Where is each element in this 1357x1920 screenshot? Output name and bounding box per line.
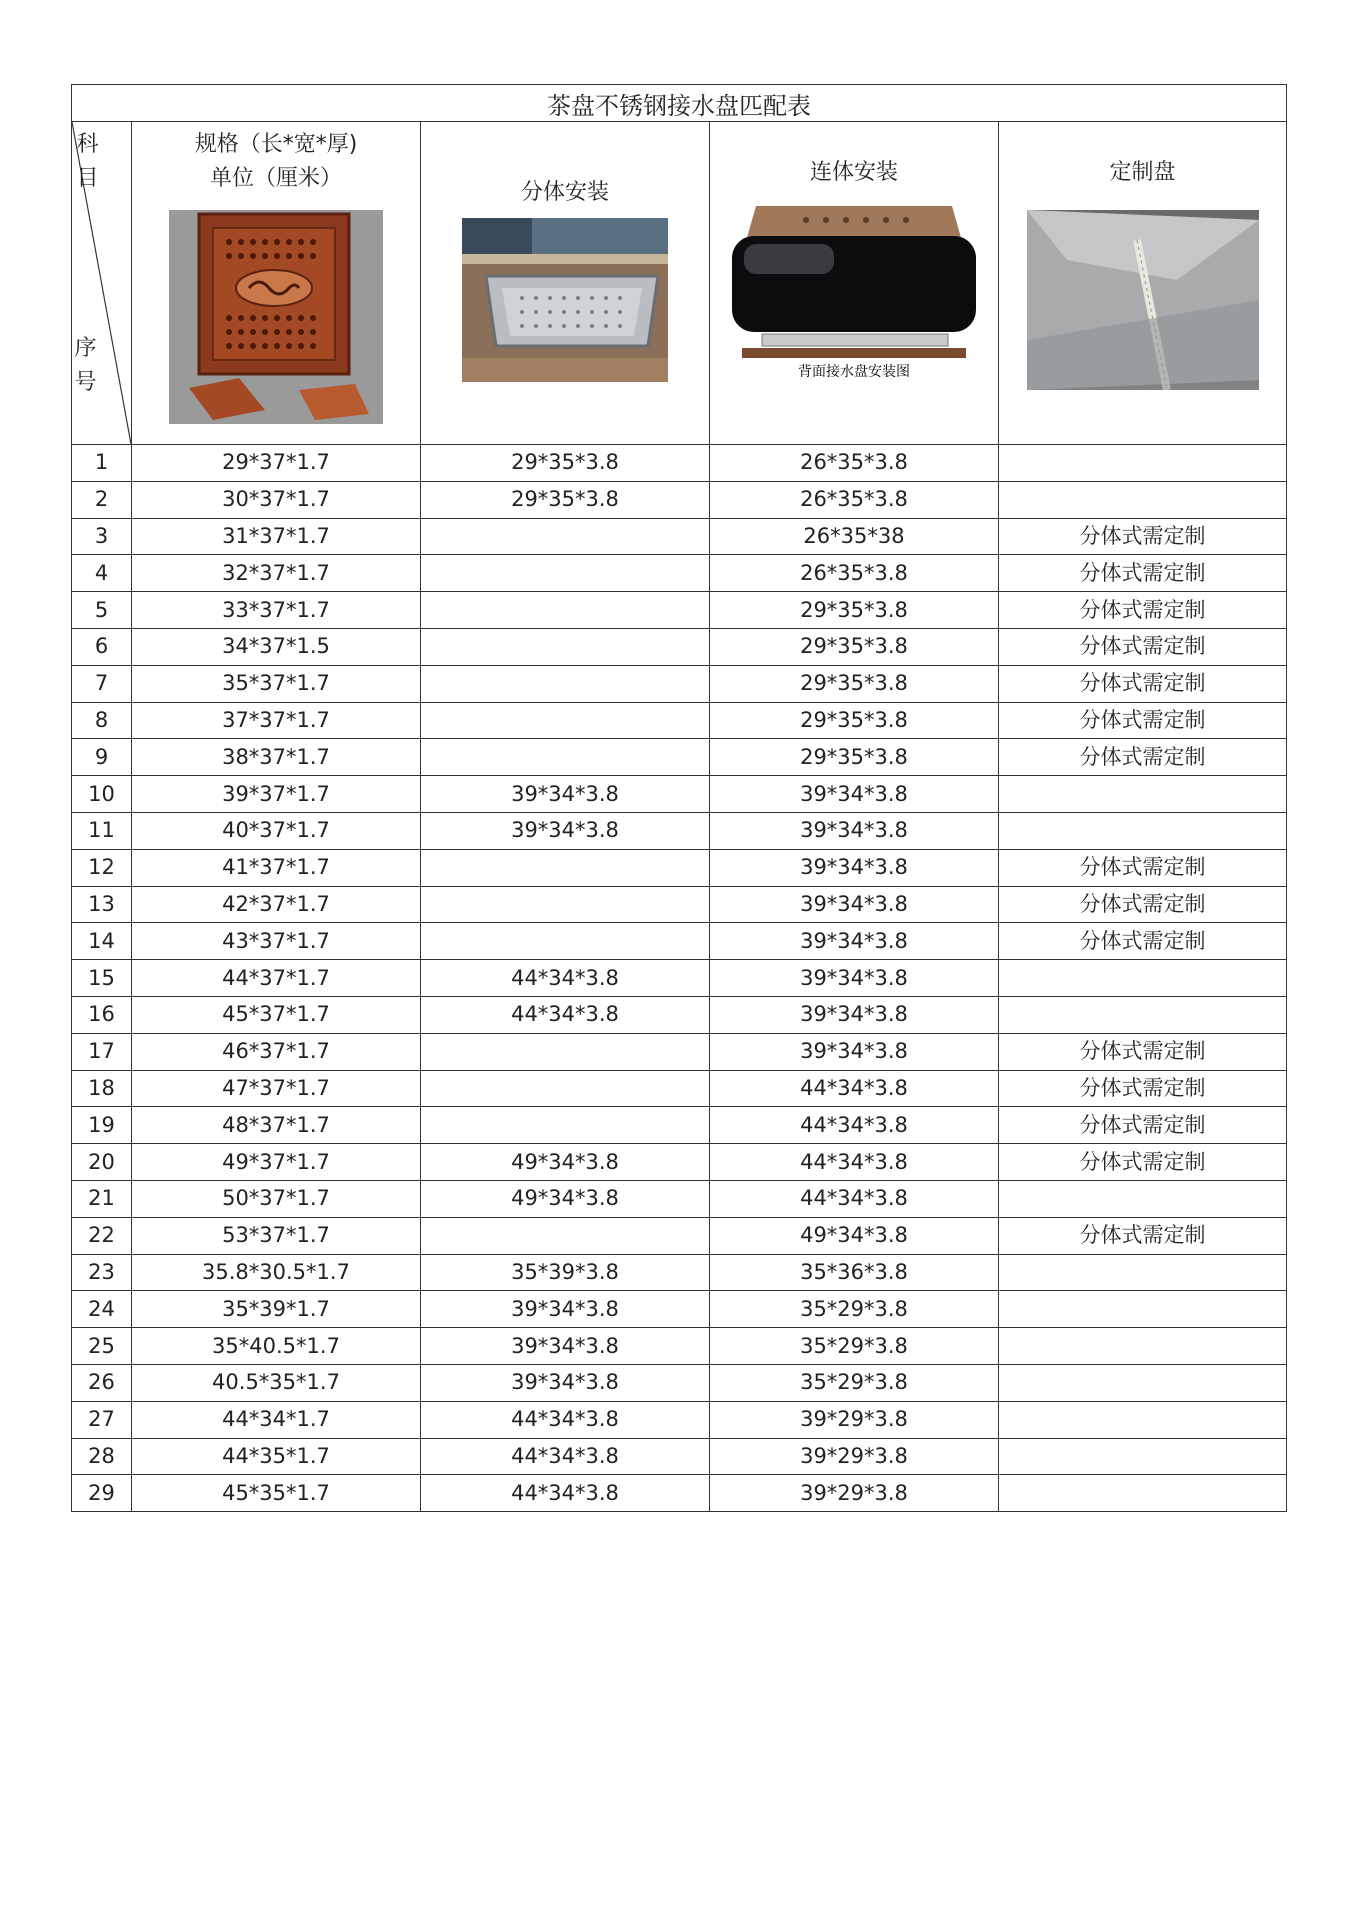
table-row	[72, 1217, 1287, 1254]
connected-install-cell: 39*29*3.8	[710, 1438, 999, 1475]
connected-install-cell: 26*35*3.8	[710, 481, 999, 518]
custom-tray-cell: 分体式需定制	[999, 886, 1287, 923]
custom-tray-cell: 分体式需定制	[999, 1107, 1287, 1144]
table-row	[72, 481, 1287, 518]
spec-cell: 40*37*1.7	[132, 812, 421, 849]
spec-cell: 35*37*1.7	[132, 665, 421, 702]
split-install-cell: 39*34*3.8	[421, 1328, 710, 1365]
row-number-cell: 16	[72, 996, 132, 1033]
split-install-cell: 44*34*3.8	[421, 1438, 710, 1475]
connected-label: 连体安装	[809, 160, 898, 185]
row-number-cell: 8	[72, 702, 132, 739]
table-row	[72, 996, 1287, 1033]
corner-bottom-label	[72, 332, 116, 400]
spec-cell: 35*40.5*1.7	[132, 1328, 421, 1365]
spec-cell: 34*37*1.5	[132, 628, 421, 665]
spec-cell: 32*37*1.7	[132, 555, 421, 592]
custom-tray-cell: 分体式需定制	[999, 739, 1287, 776]
split-install-photo	[462, 218, 668, 382]
table-row	[72, 1107, 1287, 1144]
split-install-cell	[421, 555, 710, 592]
table-row	[72, 1291, 1287, 1328]
corner-header-cell	[72, 122, 132, 445]
header-row	[72, 122, 1287, 445]
custom-tray-cell: 分体式需定制	[999, 555, 1287, 592]
row-number-cell: 22	[72, 1217, 132, 1254]
split-install-cell: 44*34*3.8	[421, 1401, 710, 1438]
split-install-cell: 44*34*3.8	[421, 1475, 710, 1512]
connected-install-cell: 39*34*3.8	[710, 886, 999, 923]
custom-tray-cell: 分体式需定制	[999, 628, 1287, 665]
connected-install-cell: 29*35*3.8	[710, 739, 999, 776]
connected-install-cell: 35*29*3.8	[710, 1328, 999, 1365]
split-install-cell: 44*34*3.8	[421, 960, 710, 997]
split-install-cell	[421, 739, 710, 776]
split-label: 分体安装	[520, 180, 609, 205]
table-row	[72, 1475, 1287, 1512]
row-number-cell: 2	[72, 481, 132, 518]
connected-install-cell: 39*34*3.8	[710, 776, 999, 813]
row-number-cell: 13	[72, 886, 132, 923]
connected-install-cell: 35*29*3.8	[710, 1291, 999, 1328]
spec-cell: 33*37*1.7	[132, 592, 421, 629]
custom-tray-cell	[999, 1475, 1287, 1512]
row-number-cell: 12	[72, 849, 132, 886]
row-number-cell: 23	[72, 1254, 132, 1291]
match-table-sheet	[71, 84, 1286, 1512]
connected-install-cell: 29*35*3.8	[710, 592, 999, 629]
connected-install-cell: 39*34*3.8	[710, 996, 999, 1033]
connected-install-cell: 35*29*3.8	[710, 1364, 999, 1401]
spec-cell: 41*37*1.7	[132, 849, 421, 886]
table-row	[72, 1180, 1287, 1217]
spec-cell: 46*37*1.7	[132, 1033, 421, 1070]
spec-cell: 35*39*1.7	[132, 1291, 421, 1328]
custom-tray-cell: 分体式需定制	[999, 1033, 1287, 1070]
connected-install-cell: 39*34*3.8	[710, 923, 999, 960]
spec-cell: 45*35*1.7	[132, 1475, 421, 1512]
table-row	[72, 849, 1287, 886]
split-install-cell	[421, 1033, 710, 1070]
connected-install-cell: 39*34*3.8	[710, 812, 999, 849]
row-number-cell: 5	[72, 592, 132, 629]
table-row	[72, 665, 1287, 702]
corner-bottom-char-2: 号	[74, 370, 97, 395]
connected-install-cell: 44*34*3.8	[710, 1144, 999, 1181]
split-install-cell	[421, 1070, 710, 1107]
table-row	[72, 518, 1287, 555]
split-install-cell: 44*34*3.8	[421, 996, 710, 1033]
connected-install-cell: 29*35*3.8	[710, 628, 999, 665]
match-table	[71, 84, 1287, 1512]
split-install-cell: 39*34*3.8	[421, 776, 710, 813]
custom-tray-cell: 分体式需定制	[999, 1217, 1287, 1254]
corner-top-char-1: 科	[76, 132, 99, 157]
spec-cell: 44*37*1.7	[132, 960, 421, 997]
spec-cell: 40.5*35*1.7	[132, 1364, 421, 1401]
split-install-cell: 35*39*3.8	[421, 1254, 710, 1291]
row-number-cell: 11	[72, 812, 132, 849]
connected-caption: 背面接水盘安装图	[798, 364, 910, 380]
custom-tray-cell	[999, 812, 1287, 849]
split-install-cell	[421, 702, 710, 739]
spec-cell: 37*37*1.7	[132, 702, 421, 739]
custom-tray-cell: 分体式需定制	[999, 1070, 1287, 1107]
custom-tray-cell	[999, 1328, 1287, 1365]
row-number-cell: 14	[72, 923, 132, 960]
split-install-cell	[421, 849, 710, 886]
custom-tray-cell	[999, 1364, 1287, 1401]
table-row	[72, 628, 1287, 665]
custom-tray-cell	[999, 996, 1287, 1033]
spec-cell: 44*34*1.7	[132, 1401, 421, 1438]
tea-tray-photo	[169, 210, 383, 424]
connected-install-cell: 39*29*3.8	[710, 1475, 999, 1512]
spec-cell: 49*37*1.7	[132, 1144, 421, 1181]
spec-cell: 35.8*30.5*1.7	[132, 1254, 421, 1291]
row-number-cell: 4	[72, 555, 132, 592]
row-number-cell: 15	[72, 960, 132, 997]
split-install-cell	[421, 886, 710, 923]
spec-cell: 30*37*1.7	[132, 481, 421, 518]
spec-cell: 44*35*1.7	[132, 1438, 421, 1475]
row-number-cell: 18	[72, 1070, 132, 1107]
connected-install-cell: 44*34*3.8	[710, 1180, 999, 1217]
custom-tray-cell	[999, 776, 1287, 813]
spec-label-line2: 单位（厘米）	[209, 166, 342, 191]
connected-install-cell: 29*35*3.8	[710, 665, 999, 702]
connected-install-cell: 26*35*3.8	[710, 445, 999, 482]
spec-cell: 29*37*1.7	[132, 445, 421, 482]
custom-tray-cell: 分体式需定制	[999, 849, 1287, 886]
row-number-cell: 24	[72, 1291, 132, 1328]
corner-bottom-char-1: 序	[74, 336, 97, 361]
custom-tray-cell	[999, 1180, 1287, 1217]
custom-header-cell	[999, 122, 1287, 445]
connected-header-cell	[710, 122, 999, 445]
row-number-cell: 10	[72, 776, 132, 813]
connected-install-cell: 44*34*3.8	[710, 1070, 999, 1107]
split-install-cell: 39*34*3.8	[421, 1364, 710, 1401]
row-number-cell: 27	[72, 1401, 132, 1438]
table-row	[72, 1070, 1287, 1107]
row-number-cell: 21	[72, 1180, 132, 1217]
connected-install-cell: 49*34*3.8	[710, 1217, 999, 1254]
spec-cell: 53*37*1.7	[132, 1217, 421, 1254]
corner-top-label	[72, 128, 118, 196]
title-row	[72, 85, 1287, 122]
spec-cell: 47*37*1.7	[132, 1070, 421, 1107]
custom-tray-cell	[999, 1291, 1287, 1328]
table-row	[72, 1033, 1287, 1070]
table-row	[72, 886, 1287, 923]
row-number-cell: 20	[72, 1144, 132, 1181]
custom-tray-cell: 分体式需定制	[999, 1144, 1287, 1181]
row-number-cell: 6	[72, 628, 132, 665]
custom-tray-cell: 分体式需定制	[999, 702, 1287, 739]
spec-cell: 42*37*1.7	[132, 886, 421, 923]
table-title: 茶盘不锈钢接水盘匹配表	[72, 85, 1287, 122]
connected-install-cell: 26*35*38	[710, 518, 999, 555]
connected-install-cell: 39*34*3.8	[710, 1033, 999, 1070]
table-row	[72, 445, 1287, 482]
split-install-cell	[421, 923, 710, 960]
connected-install-cell: 35*36*3.8	[710, 1254, 999, 1291]
connected-install-cell: 44*34*3.8	[710, 1107, 999, 1144]
split-install-cell: 49*34*3.8	[421, 1144, 710, 1181]
table-row	[72, 702, 1287, 739]
custom-tray-cell	[999, 445, 1287, 482]
row-number-cell: 28	[72, 1438, 132, 1475]
spec-cell: 39*37*1.7	[132, 776, 421, 813]
split-install-cell: 49*34*3.8	[421, 1180, 710, 1217]
split-install-cell: 39*34*3.8	[421, 1291, 710, 1328]
custom-tray-photo	[1027, 210, 1259, 390]
connected-install-cell: 39*34*3.8	[710, 849, 999, 886]
table-row	[72, 776, 1287, 813]
table-row	[72, 1328, 1287, 1365]
corner-top-char-2: 目	[76, 166, 99, 191]
table-row	[72, 1364, 1287, 1401]
split-install-cell	[421, 592, 710, 629]
split-install-cell: 29*35*3.8	[421, 445, 710, 482]
table-row	[72, 1438, 1287, 1475]
connected-install-cell: 39*29*3.8	[710, 1401, 999, 1438]
custom-tray-cell	[999, 481, 1287, 518]
custom-tray-cell	[999, 1438, 1287, 1475]
table-row	[72, 592, 1287, 629]
spec-cell: 50*37*1.7	[132, 1180, 421, 1217]
custom-tray-cell	[999, 960, 1287, 997]
connected-install-cell: 29*35*3.8	[710, 702, 999, 739]
split-install-cell	[421, 665, 710, 702]
split-install-cell	[421, 1107, 710, 1144]
table-row	[72, 1401, 1287, 1438]
split-header-cell	[421, 122, 710, 445]
table-row	[72, 739, 1287, 776]
custom-tray-cell	[999, 1401, 1287, 1438]
spec-cell: 31*37*1.7	[132, 518, 421, 555]
spec-cell: 48*37*1.7	[132, 1107, 421, 1144]
row-number-cell: 25	[72, 1328, 132, 1365]
row-number-cell: 1	[72, 445, 132, 482]
custom-tray-cell: 分体式需定制	[999, 923, 1287, 960]
spec-header-cell	[132, 122, 421, 445]
spec-label-line1: 规格（长*宽*厚)	[194, 132, 358, 157]
table-row	[72, 960, 1287, 997]
spec-cell: 45*37*1.7	[132, 996, 421, 1033]
split-install-cell	[421, 628, 710, 665]
custom-label: 定制盘	[1109, 160, 1176, 185]
custom-tray-cell: 分体式需定制	[999, 518, 1287, 555]
custom-tray-cell: 分体式需定制	[999, 592, 1287, 629]
connected-install-cell: 39*34*3.8	[710, 960, 999, 997]
split-install-cell	[421, 1217, 710, 1254]
row-number-cell: 26	[72, 1364, 132, 1401]
split-install-cell: 29*35*3.8	[421, 481, 710, 518]
row-number-cell: 3	[72, 518, 132, 555]
row-number-cell: 29	[72, 1475, 132, 1512]
split-install-cell: 39*34*3.8	[421, 812, 710, 849]
table-row	[72, 923, 1287, 960]
table-row	[72, 1144, 1287, 1181]
row-number-cell: 19	[72, 1107, 132, 1144]
spec-cell: 43*37*1.7	[132, 923, 421, 960]
table-row	[72, 555, 1287, 592]
custom-tray-cell	[999, 1254, 1287, 1291]
row-number-cell: 7	[72, 665, 132, 702]
connected-install-cell: 26*35*3.8	[710, 555, 999, 592]
row-number-cell: 17	[72, 1033, 132, 1070]
custom-tray-cell: 分体式需定制	[999, 665, 1287, 702]
connected-install-photo	[726, 206, 982, 382]
table-row	[72, 812, 1287, 849]
split-install-cell	[421, 518, 710, 555]
spec-cell: 38*37*1.7	[132, 739, 421, 776]
table-row	[72, 1254, 1287, 1291]
row-number-cell: 9	[72, 739, 132, 776]
